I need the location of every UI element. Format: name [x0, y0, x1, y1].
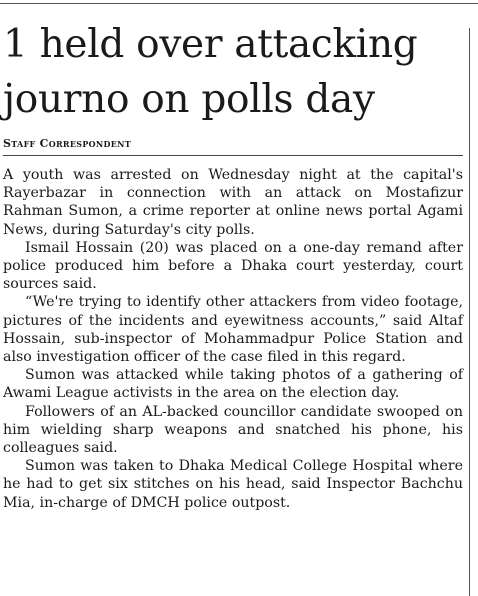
headline-line-1: 1 held over attacking: [3, 22, 418, 67]
paragraph-5: Followers of an AL-backed councillor candidate swooped on him wielding sharp weapons and snatched his phone, his colleagues said.: [3, 403, 463, 457]
paragraph-2: Ismail Hossain (20) was placed on a one-day remand after police produced him before a Dhaka court yesterday, court sources said.: [3, 239, 463, 293]
paragraph-1: A youth was arrested on Wednesday night at the capital's Rayerbazar in connection with an attack on Mostafizur Rahman Sumon, a crime reporter at online news portal Agami News, during Saturday's city polls.: [3, 167, 463, 238]
byline-rule: [3, 155, 463, 156]
headline-line-2: journo on polls day: [3, 77, 375, 122]
column-rule: [469, 28, 470, 596]
headline: [3, 17, 463, 127]
article: [3, 17, 463, 512]
article-body: [3, 166, 463, 512]
paragraph-3: “We're trying to identify other attackers from video footage, pictures of the incidents and eyewitness accounts,” said Altaf Hossain, sub-inspector of Mohammadpur Police Station and also investigation officer of the case filed in this regard.: [3, 294, 463, 366]
paragraph-6: Sumon was taken to Dhaka Medical College Hospital where he had to get six stitches on his head, said Inspector Bachchu Mia, in-charge of DMCH police outpost.: [3, 458, 463, 511]
byline: Staff Correspondent: [3, 137, 132, 150]
paragraph-4: Sumon was attacked while taking photos of a gathering of Awami League activists in the area on the election day.: [3, 367, 463, 402]
top-rule: [0, 3, 478, 4]
